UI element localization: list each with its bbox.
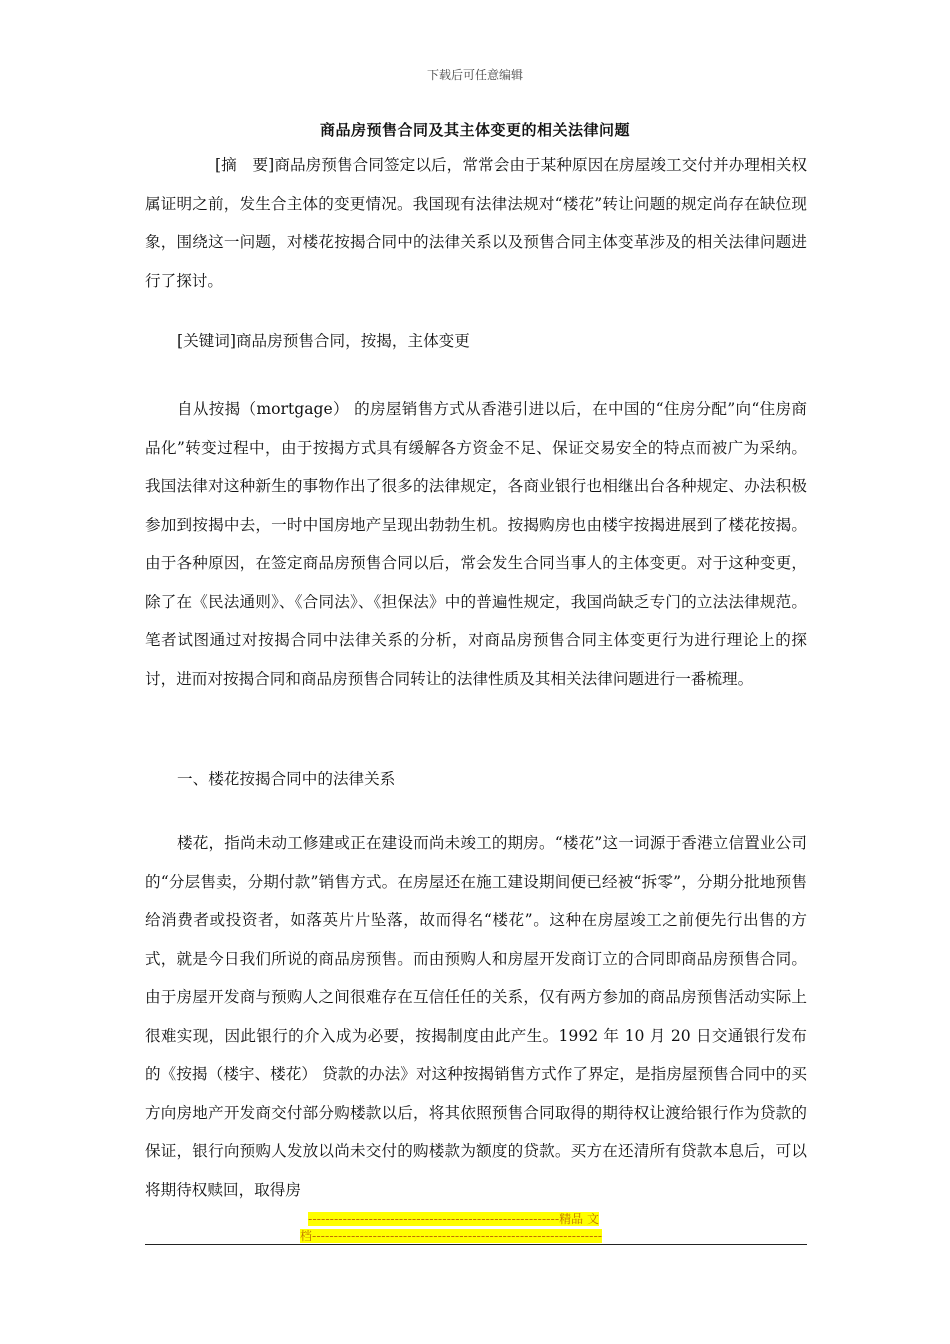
footer-banner-line1: ----------------------------------------------------------精品 文 — [308, 1212, 599, 1226]
document-title: 商品房预售合同及其主体变更的相关法律问题 — [319, 121, 630, 139]
footer-banner-line2: 档------------------------------------------------------------------- — [300, 1229, 603, 1243]
section-heading: 一、楼花按揭合同中的法律关系 — [177, 770, 396, 788]
section-paragraph: 楼花，指尚未动工修建或正在建设而尚未竣工的期房。“楼花”这一词源于香港立信置业公司的“分层售卖，分期付款”销售方式。在房屋还在施工建设期间便已经被“拆零”，分期分批地预售给消费者或投资者，如落英片片坠落，故而得名“楼花”。这种在房屋竣工之前便先行出售的方式，就是今日我们所说的商品房预售。而由预购人和房屋开发商订立的合同即商品房预售合同。由于房屋开发商与预购人之间很难存在互信任任的关系，仅有两方参加的商品房预售活动实际上很难实现，因此银行的介入成为必要，按揭制度由此产生。1992 年 10 月 20 日交通银行发布的《按揭（楼宇、楼花） 贷款的办法》对这种按揭销售方式作了界定，是指房屋预售合同中的买方向房地产开发商交付部分购楼款以后，将其依照预售合同取得的期待权让渡给银行作为贷款的保证，银行向预购人发放以尚未交付的购楼款为额度的贷款。买方在还清所有贷款本息后，可以将期待权赎回，取得房 — [145, 834, 807, 1199]
intro-paragraph: 自从按揭（mortgage） 的房屋销售方式从香港引进以后，在中国的“住房分配”向“住房商品化”转变过程中，由于按揭方式具有缓解各方资金不足、保证交易安全的特点而被广为采纳。我国法律对这种新生的事物作出了很多的法律规定，各商业银行也相继出台各种规定、办法积极参加到按揭中去，一时中国房地产呈现出勃勃生机。按揭购房也由楼宇按揭进展到了楼花按揭。由于各种原因，在签定商品房预售合同以后，常会发生合同当事人的主体变更。对于这种变更，除了在《民法通则》、《合同法》、《担保法》中的普遍性规定，我国尚缺乏专门的立法法律规范。笔者试图通过对按揭合同中法律关系的分析，对商品房预售合同主体变更行为进行理论上的探讨，进而对按揭合同和商品房预售合同转让的法律性质及其相关法律问题进行一番梳理。 — [145, 400, 807, 688]
abstract-paragraph: [摘 要]商品房预售合同签定以后，常常会由于某种原因在房屋竣工交付并办理相关权属证明之前，发生合主体的变更情况。我国现有法律法规对“楼花”转让问题的规定尚存在缺位现象，围绕这一问题，对楼花按揭合同中的法律关系以及预售合同主体变革涉及的相关法律问题进行了探讨。 — [145, 156, 807, 290]
footer-divider — [145, 1244, 807, 1245]
footer-banner — [300, 1211, 650, 1245]
header-note: 下载后可任意编辑 — [426, 68, 523, 82]
keywords-paragraph: [关键词]商品房预售合同，按揭，主体变更 — [177, 332, 470, 350]
